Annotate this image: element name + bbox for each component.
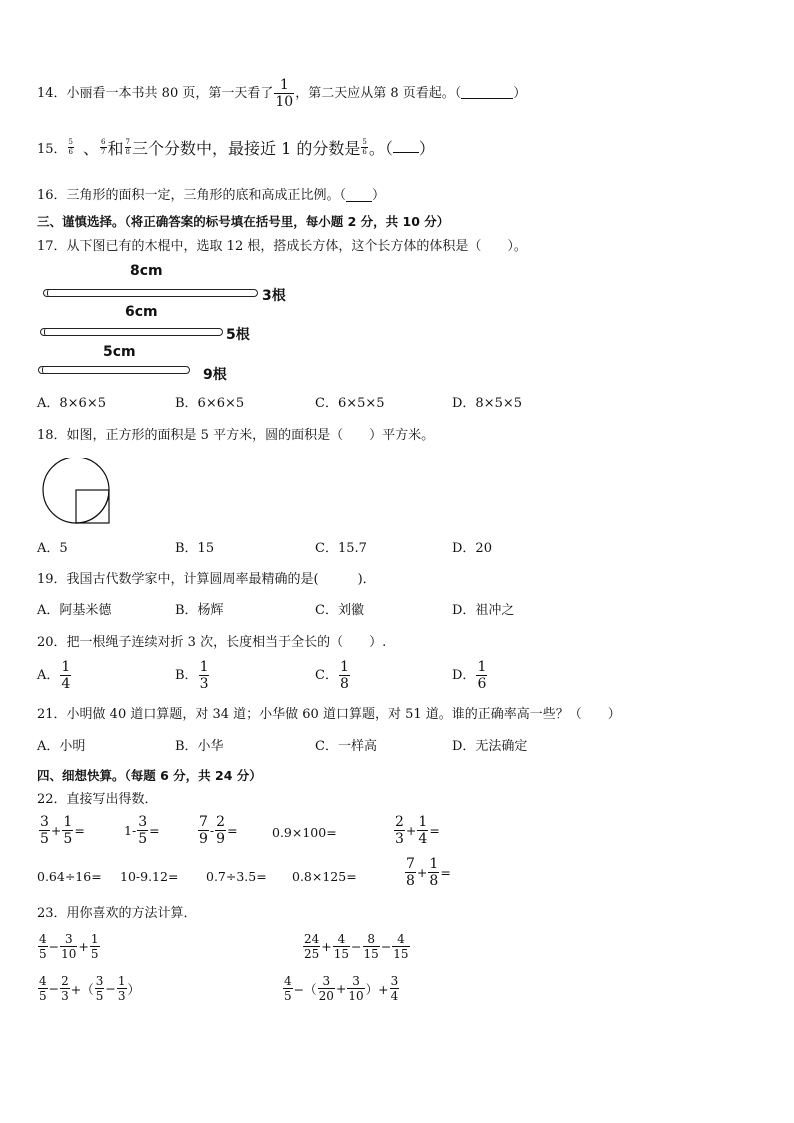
operator: ） [127, 981, 141, 997]
q21-option-b[interactable]: B．小华 [175, 739, 224, 754]
question-19-text: 19．我国古代数学家中，计算圆周率最精确的是( )． [37, 572, 376, 587]
q14-answer-blank[interactable] [461, 88, 513, 99]
q20-option-b-fraction: $\frac{1}{3}$ [199, 659, 209, 692]
stick-2-image [40, 328, 223, 336]
q20-option-c-label: C． [315, 667, 338, 683]
fraction: $\frac{1}{5}$ [90, 932, 99, 961]
q15-and: 和 [107, 139, 124, 158]
equals: = [149, 823, 160, 838]
operator: + [50, 823, 62, 838]
operator: + [78, 939, 89, 954]
fraction: $\frac{3}{4}$ [390, 974, 399, 1003]
q22-r1-expr-1 [38, 815, 85, 846]
q17-option-a[interactable]: A．8×6×5 [37, 396, 106, 411]
q14-text-pre: 14．小丽看一本书共 80 页，第一天看了 [37, 85, 274, 101]
q18-option-a[interactable]: A．5 [37, 541, 68, 556]
operator: + [416, 865, 428, 880]
q19-option-a[interactable]: A．阿基米德 [37, 603, 112, 618]
fraction: $\frac{4}{5}$ [284, 974, 292, 1003]
stick-3-count: 9根 [203, 367, 227, 383]
q23-expr-2 [302, 933, 411, 960]
operator: − [105, 981, 116, 996]
operator: ）+ [365, 981, 389, 997]
equals: = [227, 823, 238, 838]
q20-option-c[interactable] [315, 660, 351, 691]
q21-option-a[interactable]: A．小明 [37, 739, 86, 754]
question-16 [37, 188, 385, 204]
q19-option-b[interactable]: B．杨辉 [175, 603, 224, 618]
q21-option-d[interactable]: D．无法确定 [452, 739, 528, 754]
q22-r2-expr-2: 10-9.12= [120, 869, 179, 884]
fraction: $\frac{2}{9}$ [216, 814, 226, 847]
q21-option-c[interactable]: C．一样高 [315, 739, 377, 754]
fraction: $\frac{3}{5}$ [40, 814, 49, 847]
q15-separator: 、 [83, 139, 100, 158]
q16-text: 16．三角形的面积一定，三角形的底和高成正比例。（ [37, 188, 347, 203]
q14-fraction: $\frac{1}{10}$ [275, 77, 294, 110]
q15-fraction-3: $\frac{7}{8}$ [125, 138, 130, 156]
question-22-text: 22．直接写出得数． [37, 792, 158, 807]
q20-option-a-label: A． [37, 667, 60, 683]
operator: + [321, 939, 332, 954]
q22-r1-expr-5 [393, 815, 440, 846]
section-4-heading: 四、细想快算。（每题 6 分，共 24 分） [37, 768, 262, 783]
q20-option-d-label: D． [452, 667, 476, 683]
q20-option-b[interactable] [175, 660, 210, 691]
question-17-text: 17．从下图已有的木棍中，选取 12 根，搭成长方体，这个长方体的体积是（ ）。 [37, 239, 527, 254]
q19-option-d[interactable]: D．祖冲之 [452, 603, 515, 618]
q23-expr-1 [37, 933, 101, 960]
operator: − [48, 981, 60, 996]
operator: −（ [293, 981, 317, 997]
q23-expr-4 [282, 975, 400, 1002]
q15-fraction-4: $\frac{5}{6}$ [362, 138, 367, 156]
fraction: $\frac{2}{3}$ [395, 814, 404, 847]
operator: +（ [70, 981, 94, 997]
q14-close: ） [513, 85, 527, 101]
q22-r1-expr-3 [197, 815, 238, 846]
q22-r2-expr-5 [404, 857, 451, 888]
q19-option-c[interactable]: C．刘徽 [315, 603, 364, 618]
operator: + [405, 823, 417, 838]
quarter-arc [76, 490, 109, 523]
q15-fraction-1: $\frac{5}{6}$ [68, 138, 74, 156]
operator: − [48, 939, 60, 954]
q15-num: 15． [37, 142, 67, 157]
equals: = [429, 823, 440, 838]
q15-text-mid: 三个分数中，最接近 1 的分数是 [131, 139, 361, 158]
q14-text-post: ，第二天应从第 8 页看起。（ [295, 85, 462, 101]
question-21-text: 21．小明做 40 道口算题，对 34 道；小华做 60 道口算题，对 51 道。谁的正确率高一些？（ ） [37, 707, 621, 722]
fraction: $\frac{3}{20}$ [318, 974, 334, 1003]
q20-option-a[interactable] [37, 660, 72, 691]
section-3-heading: 三、谨慎选择。（将正确答案的标号填在括号里，每小题 2 分，共 10 分） [37, 214, 450, 229]
stick-3-image [38, 366, 190, 374]
q15-answer-blank[interactable] [393, 142, 419, 153]
q16-answer-blank[interactable] [346, 191, 372, 202]
equals: = [440, 865, 451, 880]
fraction: $\frac{3}{10}$ [348, 974, 364, 1003]
fraction: $\frac{1}{4}$ [418, 814, 428, 847]
stick-1-image [43, 289, 258, 297]
q15-fraction-2: $\frac{6}{7}$ [101, 138, 106, 156]
q18-option-d[interactable]: D．20 [452, 541, 492, 556]
q20-option-b-label: B． [175, 667, 198, 683]
operator: − [351, 939, 362, 954]
fraction: $\frac{7}{8}$ [406, 856, 415, 889]
operator: - [209, 823, 215, 838]
question-15 [37, 136, 435, 159]
q20-option-c-fraction: $\frac{1}{8}$ [339, 659, 349, 692]
q18-option-b[interactable]: B．15 [175, 541, 215, 556]
operator: + [335, 981, 347, 996]
q15-close: ） [418, 139, 435, 158]
stick-1-count: 3根 [262, 288, 286, 304]
q23-expr-3 [37, 975, 140, 1002]
q16-close: ） [372, 188, 386, 203]
fraction: $\frac{4}{15}$ [393, 932, 409, 961]
q22-r2-expr-1: 0.64÷16= [37, 869, 102, 884]
q20-option-d-fraction: $\frac{1}{6}$ [477, 659, 487, 692]
question-18-text: 18．如图，正方形的面积是 5 平方米，圆的面积是（ ）平方米。 [37, 428, 435, 443]
question-14 [37, 78, 526, 109]
equals: = [74, 823, 85, 838]
fraction: $\frac{2}{3}$ [61, 974, 69, 1003]
q15-end: 。（ [368, 139, 393, 158]
fraction: $\frac{1}{3}$ [117, 974, 126, 1003]
circle-square-figure [40, 458, 116, 524]
q20-option-d[interactable] [452, 660, 488, 691]
stick-2-length: 6cm [125, 304, 158, 320]
fraction: $\frac{7}{9}$ [199, 814, 208, 847]
fraction: $\frac{24}{25}$ [304, 932, 320, 961]
fraction: $\frac{3}{5}$ [138, 814, 148, 847]
operand: 1- [124, 823, 137, 838]
stick-1-length: 8cm [130, 263, 163, 279]
operator: − [380, 939, 392, 954]
q18-option-c[interactable]: C．15.7 [315, 541, 367, 556]
question-23-text: 23．用你喜欢的方法计算． [37, 906, 197, 921]
fraction: $\frac{1}{5}$ [63, 814, 73, 847]
q22-r1-expr-2 [124, 815, 160, 846]
q17-option-b[interactable]: B．6×6×5 [175, 396, 245, 411]
q17-option-d[interactable]: D．8×5×5 [452, 396, 523, 411]
q20-option-a-fraction: $\frac{1}{4}$ [61, 659, 71, 692]
fraction: $\frac{4}{15}$ [333, 932, 350, 961]
fraction: $\frac{8}{15}$ [363, 932, 379, 961]
fraction: $\frac{4}{5}$ [39, 974, 47, 1003]
q22-r2-expr-3: 0.7÷3.5= [206, 869, 267, 884]
fraction: $\frac{1}{8}$ [429, 856, 439, 889]
q22-r2-expr-4: 0.8×125= [292, 869, 357, 884]
question-20-text: 20．把一根绳子连续对折 3 次，长度相当于全长的（ ）. [37, 635, 387, 650]
q17-option-c[interactable]: C．6×5×5 [315, 396, 385, 411]
q22-r1-expr-4: 0.9×100= [272, 825, 337, 840]
fraction: $\frac{3}{10}$ [61, 932, 77, 961]
stick-3-length: 5cm [103, 344, 136, 360]
fraction: $\frac{3}{5}$ [95, 974, 104, 1003]
stick-2-count: 5根 [226, 327, 250, 343]
fraction: $\frac{4}{5}$ [39, 932, 47, 961]
